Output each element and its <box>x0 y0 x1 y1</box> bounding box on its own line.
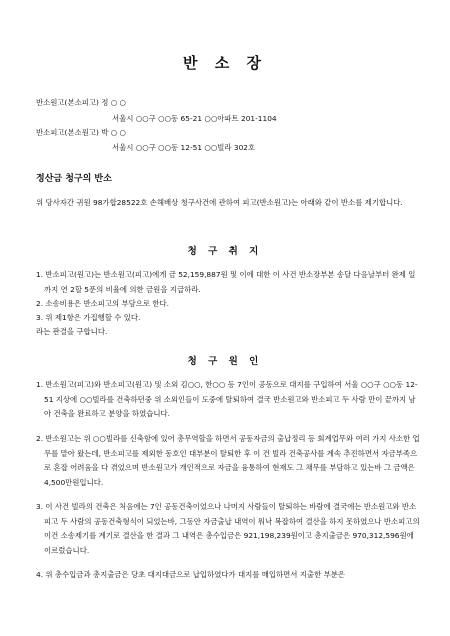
defendant-label: 반소피고(본소원고) 박 ○ ○ <box>36 128 126 137</box>
cause-item-4: 4. 위 총수입금과 총지출금은 당초 대지대금으로 납입하였다가 대지를 매입하면서 지출한 부분은 <box>36 570 345 579</box>
cause-item-2: 2. 반소원고는 위 ○○빌라를 신축함에 있어 총무역할을 하면서 공동자금의 출납정리 등 회계업무와 여러 가지 사소한 업무를 맡아 왔는데, 반소피고를 제외한 동호인 대부분이 탈퇴한 후 이 건 빌라 건축공사를 계속 추진하면서 자금부족으로 혼잡 어려움을 다 겪었으며 반소원고가 개인적으로 자금을 융통하여 현재도 그 채무를 부담하고 있는바 그 금액은 4,500만원입니다. <box>36 434 420 487</box>
plaintiff-label: 반소원고(본소피고) 정 ○ ○ <box>36 98 126 107</box>
plaintiff-address: 서울시 ○○구 ○○동 65-21 ○○아파트 201-1104 <box>112 114 277 123</box>
cause-item-3: 3. 이 사건 빌라의 건축은 처음에는 7인 공동건축이었으나 나머지 사람들이 탈퇴하는 바람에 결국에는 반소원고와 반소피고 두 사람의 공동건축형식이 되었는바, 그동안 자금출납 내역이 워낙 복잡하여 결산을 하지 못하였으나 반소피고의 이건 소송제기를 계기로 결산을 한 결과 그 내역은 총수입금은 921,198,239원이고 총지출금은 970,312,596원에 이르렀습니다. <box>36 502 420 555</box>
intro-paragraph: 위 당사자간 귀원 98가합28522호 손해배상 청구사건에 관하여 피고(반소원고)는 아래와 같이 반소를 제기합니다. <box>36 198 403 207</box>
claim-item-1: 1. 반소피고(원고)는 반소원고(피고)에게 금 52,159,887원 및 이에 대한 이 사건 반소장부본 송달 다음날부터 완제 일까지 연 2할 5푼의 비율에 의한 금원을 지급하라. <box>36 270 416 294</box>
claim-heading: 청 구 취 지 <box>187 246 263 257</box>
document-title: 반 소 장 <box>183 54 267 72</box>
case-title: 정산금 청구의 반소 <box>36 174 112 184</box>
cause-heading: 청 구 원 인 <box>187 356 263 367</box>
claim-closing: 라는 판결을 구합니다. <box>36 327 108 336</box>
claim-item-2: 2. 소송비용은 반소피고의 부담으로 한다. <box>36 299 170 308</box>
defendant-address: 서울시 ○○구 ○○동 12-51 ○○빌라 302호 <box>112 143 256 152</box>
claim-item-3: 3. 위 제1항은 가집행할 수 있다. <box>36 313 141 322</box>
cause-item-1: 1. 반소원고(피고)와 반소피고(원고) 및 소외 김○○, 한○○ 등 7인이 공동으로 대지를 구입하여 서울 ○○구 ○○동 12-51 지상에 ○○빌라를 건축하던중 위 소외인들이 도중에 탈퇴하여 결국 반소원고와 반소피고 두 사람 만이 끝까지 남아 건축을 완료하고 분양을 하였습니다. <box>36 380 418 418</box>
